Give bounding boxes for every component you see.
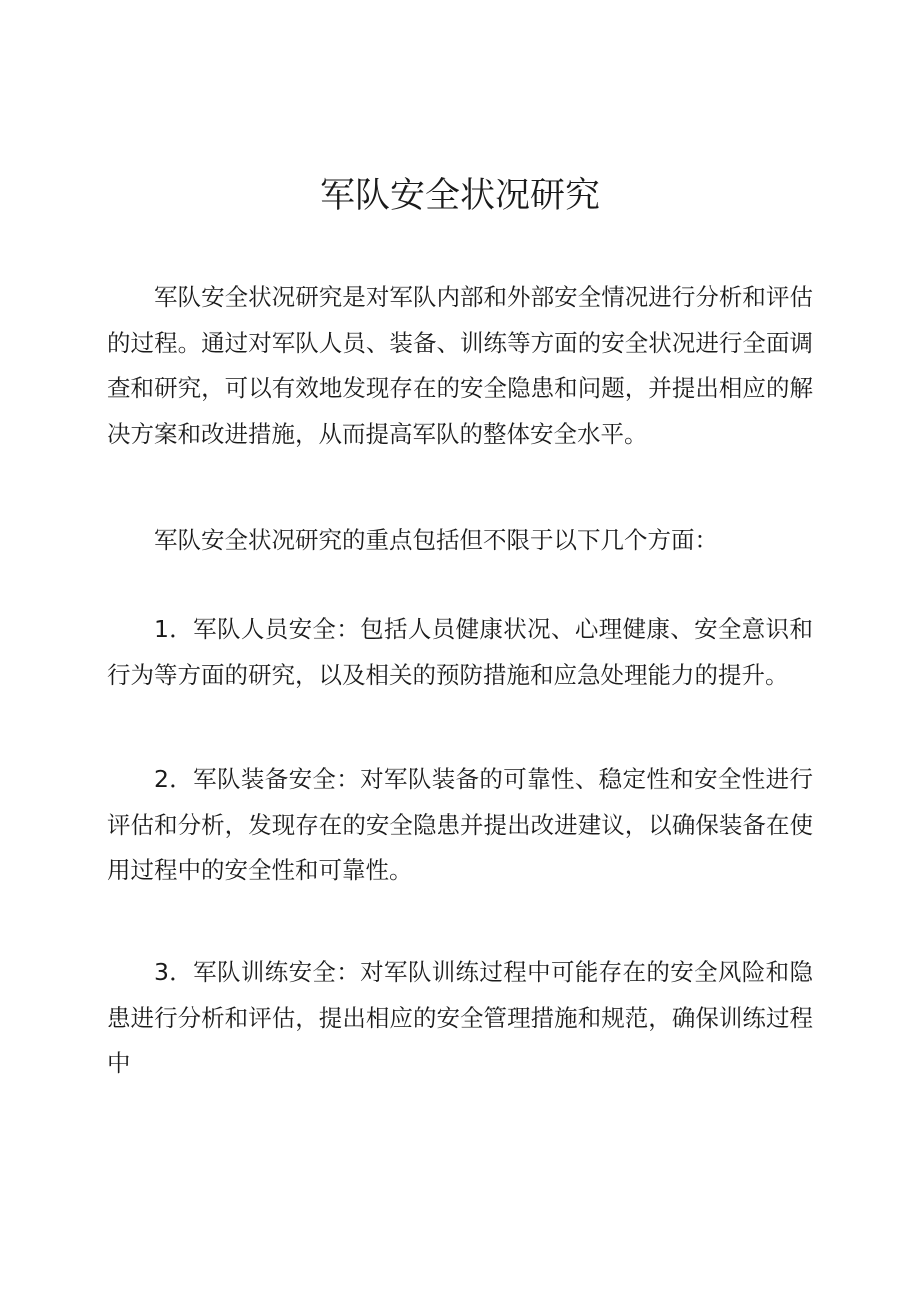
paragraph-item-training: 3．军队训练安全：对军队训练过程中可能存在的安全风险和隐患进行分析和评估，提出相应的安全管理措施和规范，确保训练过程中	[107, 958, 813, 1077]
document-title: 军队安全状况研究	[319, 176, 600, 216]
paragraph-item-equipment: 2．军队装备安全：对军队装备的可靠性、稳定性和安全性进行评估和分析，发现存在的安全隐患并提出改进建议，以确保装备在使用过程中的安全性和可靠性。	[107, 765, 813, 884]
paragraph-intro: 军队安全状况研究是对军队内部和外部安全情况进行分析和评估的过程。通过对军队人员、装备、训练等方面的安全状况进行全面调查和研究，可以有效地发现存在的安全隐患和问题，并提出相应的解决方案和改进措施，从而提高军队的整体安全水平。	[107, 283, 813, 448]
paragraph-item-personnel: 1．军队人员安全：包括人员健康状况、心理健康、安全意识和行为等方面的研究，以及相关的预防措施和应急处理能力的提升。	[107, 615, 813, 689]
paragraph-focus-lead: 军队安全状况研究的重点包括但不限于以下几个方面：	[154, 526, 718, 554]
